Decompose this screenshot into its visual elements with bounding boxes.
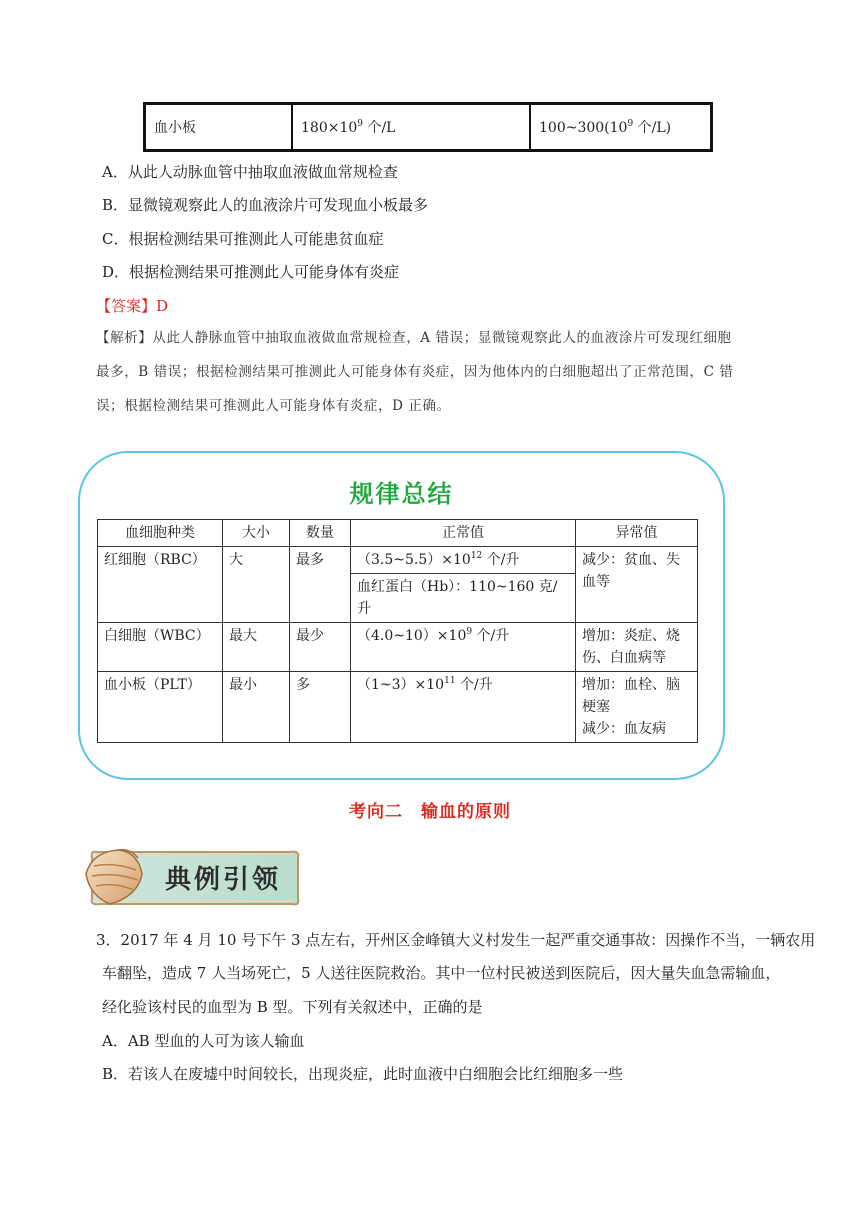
table-row [98,672,698,743]
cell-abnormal: 增加：血栓、脑 梗塞 减少：血友病 [576,672,698,743]
cell-abnormal: 减少：贫血、失 血等 [576,547,698,623]
header-cell: 血细胞种类 [98,520,223,547]
cell-abnormal: 增加：炎症、烧 伤、白血病等 [576,623,698,672]
section-title: 考向二 输血的原则 [349,802,511,822]
summary-title: 规律总结 [349,479,454,508]
header-cell: 异常值 [576,520,698,547]
cell-size: 最小 [223,672,290,743]
option-d: D．根据检测结果可推测此人可能身体有炎症 [102,263,400,281]
table-cell: 血小板 [145,104,293,151]
analysis-line: 误；根据检测结果可推测此人可能身体有炎症，D 正确。 [96,398,451,414]
q3-option-a: A．AB 型血的人可为该人输血 [102,1032,305,1050]
cell-normal: $(1\sim 3)\times 10^{11}$ 个/升 [351,672,576,743]
answer-label: 【答案】D [96,297,169,315]
header-cell: 数量 [290,520,351,547]
cell-name: 血小板（PLT） [98,672,223,743]
question-line: 3．2017 年 4 月 10 号下午 3 点左右，开州区金峰镇大义村发生一起严重交通事故：因操作不当，一辆农用 [96,931,816,949]
option-a: A．从此人动脉血管中抽取血液做血常规检查 [102,163,398,181]
cell-count: 最多 [290,547,351,623]
cell-normal: $(4.0\sim 10)\times 10^9$ 个/升 [351,623,576,672]
q3-option-b: B．若该人在废墟中时间较长，出现炎症，此时血液中白细胞会比红细胞多一些 [102,1065,624,1083]
example-banner [80,844,305,910]
cell-normal: $(3.5\sim 5.5)\times 10^{12}$ 个/升 [351,547,576,574]
option-c: C．根据检测结果可推测此人可能患贫血症 [102,230,384,248]
analysis-line: 最多，B 错误；根据检测结果可推测此人可能身体有炎症，因为他体内的白细胞超出了正常范围，C 错 [96,364,734,380]
cell-count: 多 [290,672,351,743]
analysis-text [96,327,734,429]
table-cell: $180\times 10^9$ 个/L [292,104,530,151]
option-b: B．显微镜观察此人的血液涂片可发现血小板最多 [102,196,429,214]
question-line: 经化验该村民的血型为 B 型。下列有关叙述中，正确的是 [102,998,483,1016]
cell-count: 最少 [290,623,351,672]
cell-size: 最大 [223,623,290,672]
blood-platelet-table [143,102,713,152]
blood-cell-summary-table [97,519,698,743]
cell-name: 红细胞（RBC） [98,547,223,623]
table-cell: $100\sim 300(10^9$ 个/L) [530,104,712,151]
table-row [98,623,698,672]
question-line: 车翻坠，造成 7 人当场死亡，5 人送往医院救治。其中一位村民被送到医院后，因大量失血急需输血， [102,964,781,982]
banner-title: 典例引领 [165,865,282,895]
cell-name: 白细胞（WBC） [98,623,223,672]
table-row [98,547,698,574]
cell-normal-hb: 血红蛋白（Hb）：110~160 克/升 [351,574,576,623]
cell-size: 大 [223,547,290,623]
header-cell: 正常值 [351,520,576,547]
header-cell: 大小 [223,520,290,547]
analysis-line: 【解析】从此人静脉血管中抽取血液做血常规检查，A 错误；显微镜观察此人的血液涂片可发现红细胞 [96,330,732,346]
